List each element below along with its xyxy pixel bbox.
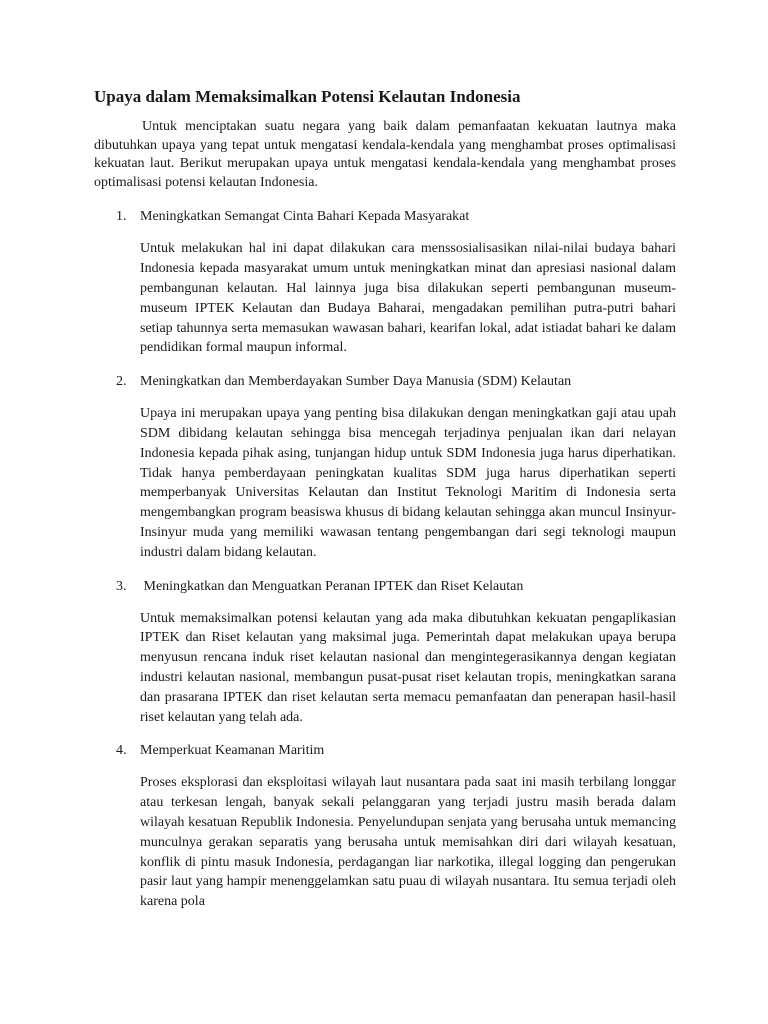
document-page xyxy=(94,86,676,926)
list-item-body: Untuk memaksimalkan potensi kelautan yang ada maka dibutuhkan kekuatan pengaplikasian IPTEK dan Riset kelautan yang maksimal juga. Pemerintah dapat melakukan upaya berupa menyusun rencana induk riset kelautan nasional dan mengintegerasikannya dengan kegiatan industri kelautan nasional, membangun pusat-pusat riset kelautan tropis, meningkatkan sarana dan prasarana IPTEK dan riset kelautan serta memacu pemanfaatan dan penerapan hasil-hasil riset kelautan yang telah ada. xyxy=(140,610,676,725)
list-item xyxy=(94,207,676,358)
list-item-heading xyxy=(94,577,676,596)
document-title: Upaya dalam Memaksimalkan Potensi Kelautan Indonesia xyxy=(94,87,521,106)
list-item-number: 4. xyxy=(116,743,127,759)
list-item-title: Memperkuat Keamanan Maritim xyxy=(140,743,325,759)
list-item-heading xyxy=(94,741,676,760)
list-item-body: Proses eksplorasi dan eksploitasi wilayah laut nusantara pada saat ini masih terbilang longgar atau terkesan lengah, banyak sekali pelanggaran yang terjadi justru masih berada dalam wilayah kesatuan Republik Indonesia. Penyelundupan senjata yang berusaha untuk memancing munculnya gerakan separatis yang berusaha untuk memisahkan diri dari wilayah kesatuan, konflik di pintu masuk Indonesia, perdagangan liar narkotika, illegal logging dan pengerukan pasir laut yang hampir menenggelamkan satu puau di wilayah nusantara. Itu semua terjadi oleh karena pola xyxy=(140,775,676,910)
list-item xyxy=(94,741,676,912)
list-item-title: Meningkatkan Semangat Cinta Bahari Kepada Masyarakat xyxy=(140,209,470,225)
list-item-body: Untuk melakukan hal ini dapat dilakukan cara menssosialisasikan nilai-nilai budaya bahari Indonesia kepada masyarakat umum untuk meningkatkan minat dan apresiasi nasional dalam pembangunan kelautan. Hal lainnya juga bisa dilakukan seperti pembangunan museum-museum IPTEK Kelautan dan Budaya Baharai, mengadakan pemilihan putra-putri bahari setiap tahunnya serta memasukan wawasan bahari, kearifan lokal, adat istiadat bahari ke dalam pendidikan formal maupun informal. xyxy=(140,241,676,356)
list-item-number: 3. xyxy=(116,578,127,594)
list-item-heading xyxy=(94,207,676,226)
list-item-body: Upaya ini merupakan upaya yang penting bisa dilakukan dengan meningkatkan gaji atau upah SDM dibidang kelautan sehingga bisa mencegah terjadinya penjualan ikan dari nelayan Indonesia kepada pihak asing, tunjangan hidup untuk SDM Indonesia juga harus diperhatikan. Tidak hanya pemberdayaan peningkatan kualitas SDM juga harus diperhatikan seperti memperbanyak Universitas Kelautan dan Institut Teknologi Maritim di Indonesia serta mengembangkan program beasiswa khusus di bidang kelautan sehingga akan muncul Insinyur-Insinyur muda yang memiliki wawasan tentang pengembangan dari segi teknologi maupun industri dalam bidang kelautan. xyxy=(140,406,676,560)
list-item-title: Meningkatkan dan Menguatkan Peranan IPTEK dan Riset Kelautan xyxy=(140,578,524,594)
list-item-heading xyxy=(94,372,676,391)
list-item xyxy=(94,372,676,562)
list-item-number: 1. xyxy=(116,209,127,225)
list-item xyxy=(94,577,676,728)
list-item-title: Meningkatkan dan Memberdayakan Sumber Daya Manusia (SDM) Kelautan xyxy=(140,374,572,390)
list-item-number: 2. xyxy=(116,374,127,390)
intro-paragraph: Untuk menciptakan suatu negara yang baik dalam pemanfaatan kekuatan lautnya maka dibutuhkan upaya yang tepat untuk mengatasi kendala-kendala yang menghambat proses optimalisasi kekuatan laut. Berikut merupakan upaya untuk mengatasi kendala-kendala yang menghambat proses optimalisasi potensi kelautan Indonesia. xyxy=(94,119,676,190)
